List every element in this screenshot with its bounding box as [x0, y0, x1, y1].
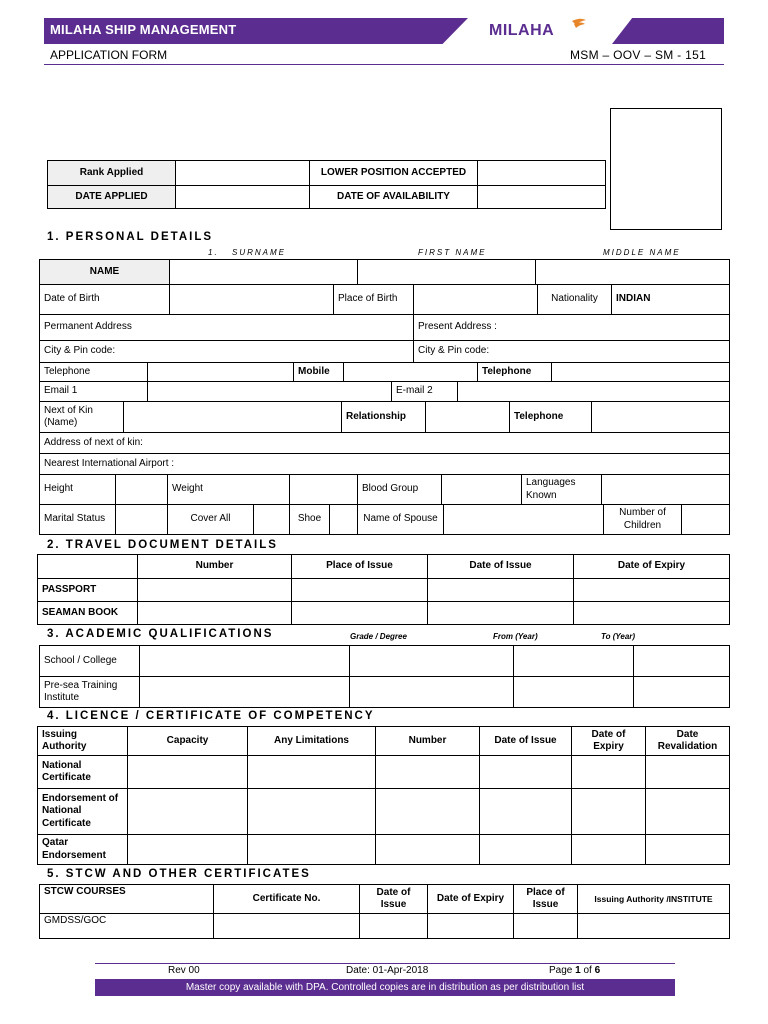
licence-table	[37, 726, 730, 865]
header-bar-right	[612, 18, 724, 44]
passport-expiry-field[interactable]	[574, 579, 730, 602]
name-label: NAME	[40, 260, 170, 285]
airport-field[interactable]: Nearest International Airport :	[40, 454, 730, 475]
section-travel-heading: 2. TRAVEL DOCUMENT DETAILS	[47, 539, 278, 551]
name-table	[39, 259, 730, 285]
hint-grade: Grade / Degree	[350, 632, 407, 641]
presea-label: Pre-sea Training Institute	[40, 677, 140, 708]
stcw-col-issue: Date of Issue	[360, 885, 428, 914]
rank-applied-label: Rank Applied	[48, 161, 176, 186]
stcw-table	[39, 884, 730, 939]
licence-col-issue: Date of Issue	[480, 727, 572, 756]
application-info-table	[47, 160, 606, 209]
email-table	[39, 381, 730, 402]
presea-grade-field[interactable]	[350, 677, 514, 708]
physical-table	[39, 474, 730, 505]
mobile-label: Mobile	[294, 363, 344, 382]
children-field[interactable]	[682, 505, 730, 535]
blood-group-field[interactable]	[442, 475, 522, 505]
blood-group-label: Blood Group	[358, 475, 442, 505]
shoe-field[interactable]	[330, 505, 358, 535]
footer-date: Date: 01-Apr-2018	[346, 965, 429, 976]
stcw-col-place: Place of Issue	[514, 885, 578, 914]
licence-col-limitations: Any Limitations	[248, 727, 376, 756]
next-of-kin-label: Next of Kin (Name)	[40, 402, 124, 433]
seaman-place-field[interactable]	[292, 602, 428, 625]
section-academic-heading: 3. ACADEMIC QUALIFICATIONS	[47, 628, 274, 640]
qatar-reval-field[interactable]	[646, 835, 730, 865]
telephone-table	[39, 362, 730, 382]
travel-col-place: Place of Issue	[292, 555, 428, 579]
gmdss-expiry-field[interactable]	[428, 914, 514, 939]
travel-table	[37, 554, 730, 625]
national-capacity-field[interactable]	[128, 756, 248, 789]
seaman-issue-field[interactable]	[428, 602, 574, 625]
travel-corner	[38, 555, 138, 579]
languages-field[interactable]	[602, 475, 730, 505]
national-number-field[interactable]	[376, 756, 480, 789]
email1-field[interactable]	[148, 382, 392, 402]
national-cert-label: National Certificate	[38, 756, 128, 789]
school-from-field[interactable]	[514, 646, 634, 677]
cover-all-field[interactable]	[254, 505, 290, 535]
gmdss-cert-field[interactable]	[214, 914, 360, 939]
telephone-field[interactable]	[148, 363, 294, 382]
hint-first-name: FIRST NAME	[418, 248, 487, 257]
hint-to-year: To (Year)	[601, 632, 636, 641]
gmdss-label: GMDSS/GOC	[40, 914, 214, 939]
shoe-label: Shoe	[290, 505, 330, 535]
national-expiry-field[interactable]	[572, 756, 646, 789]
endorse-capacity-field[interactable]	[128, 789, 248, 835]
footer-note: Master copy available with DPA. Controlled copies are in distribution as per distribution list	[95, 979, 675, 996]
national-issue-field[interactable]	[480, 756, 572, 789]
relationship-label: Relationship	[342, 402, 426, 433]
seaman-number-field[interactable]	[138, 602, 292, 625]
travel-col-number: Number	[138, 555, 292, 579]
footer-page	[549, 965, 600, 976]
endorse-expiry-field[interactable]	[572, 789, 646, 835]
footer-page-total: 6	[594, 965, 601, 976]
header-divider	[44, 64, 724, 65]
presea-from-field[interactable]	[514, 677, 634, 708]
endorse-issue-field[interactable]	[480, 789, 572, 835]
spouse-label: Name of Spouse	[358, 505, 444, 535]
stcw-col-cert-no: Certificate No.	[214, 885, 360, 914]
date-applied-field[interactable]	[176, 186, 310, 209]
first-name-field[interactable]	[358, 260, 536, 285]
mobile-field[interactable]	[344, 363, 478, 382]
email2-field[interactable]	[458, 382, 730, 402]
present-address-field[interactable]: Present Address :	[414, 315, 730, 341]
dob-field[interactable]	[170, 285, 334, 315]
qatar-number-field[interactable]	[376, 835, 480, 865]
qatar-expiry-field[interactable]	[572, 835, 646, 865]
nationality-label: Nationality	[538, 285, 612, 315]
licence-col-revalidation: Date Revalidation	[646, 727, 730, 756]
gmdss-authority-field[interactable]	[578, 914, 730, 939]
rank-applied-field[interactable]	[176, 161, 310, 186]
nationality-field[interactable]: INDIAN	[612, 285, 730, 315]
telephone-label-2: Telephone	[478, 363, 552, 382]
relationship-field[interactable]	[426, 402, 510, 433]
kin-address-field[interactable]: Address of next of kin:	[40, 433, 730, 454]
form-title: APPLICATION FORM	[50, 48, 168, 62]
section-personal-heading: 1. PERSONAL DETAILS	[47, 231, 214, 243]
kin-address-table	[39, 432, 730, 475]
footer-page-of: of	[583, 965, 592, 976]
travel-col-expiry: Date of Expiry	[574, 555, 730, 579]
height-field[interactable]	[116, 475, 168, 505]
licence-col-capacity: Capacity	[128, 727, 248, 756]
academic-table	[39, 645, 730, 708]
middle-name-field[interactable]	[536, 260, 730, 285]
permanent-address-field[interactable]: Permanent Address	[40, 315, 414, 341]
marital-table	[39, 504, 730, 535]
passport-issue-field[interactable]	[428, 579, 574, 602]
travel-col-issue: Date of Issue	[428, 555, 574, 579]
kin-telephone-field[interactable]	[592, 402, 730, 433]
date-availability-label: DATE OF AVAILABILITY	[310, 186, 478, 209]
logo-text: MILAHA	[489, 22, 555, 39]
date-applied-label: DATE APPLIED	[48, 186, 176, 209]
passport-place-field[interactable]	[292, 579, 428, 602]
height-label: Height	[40, 475, 116, 505]
footer-rev: Rev 00	[168, 965, 200, 976]
school-label: School / College	[40, 646, 140, 677]
school-name-field[interactable]	[140, 646, 350, 677]
qatar-limit-field[interactable]	[248, 835, 376, 865]
city-pin-field-2[interactable]: City & Pin code:	[414, 341, 730, 363]
company-name: MILAHA SHIP MANAGEMENT	[50, 22, 237, 37]
hint-middle-name: MIDDLE NAME	[603, 248, 681, 257]
footer-page-prefix: Page	[549, 965, 573, 976]
lower-position-label: LOWER POSITION ACCEPTED	[310, 161, 478, 186]
endorse-reval-field[interactable]	[646, 789, 730, 835]
stcw-col-courses: STCW COURSES	[40, 885, 214, 914]
place-of-birth-label: Place of Birth	[334, 285, 414, 315]
email1-label: Email 1	[40, 382, 148, 402]
national-reval-field[interactable]	[646, 756, 730, 789]
presea-name-field[interactable]	[140, 677, 350, 708]
lower-position-field[interactable]	[478, 161, 606, 186]
marital-status-field[interactable]	[116, 505, 168, 535]
licence-col-expiry: Date of Expiry	[572, 727, 646, 756]
spouse-field[interactable]	[444, 505, 604, 535]
footer-divider	[95, 963, 675, 964]
section-stcw-heading: 5. STCW AND OTHER CERTIFICATES	[47, 868, 311, 880]
school-grade-field[interactable]	[350, 646, 514, 677]
hint-from-year: From (Year)	[493, 632, 538, 641]
endorsement-label: Endorsement of National Certificate	[38, 789, 128, 835]
hint-number: 1.	[208, 248, 219, 257]
seaman-book-label: SEAMAN BOOK	[38, 602, 138, 625]
endorse-number-field[interactable]	[376, 789, 480, 835]
place-of-birth-field[interactable]	[414, 285, 538, 315]
telephone-label: Telephone	[40, 363, 148, 382]
national-limit-field[interactable]	[248, 756, 376, 789]
form-code: MSM – OOV – SM - 151	[570, 48, 707, 62]
stcw-col-authority: Issuing Authority /INSTITUTE	[578, 885, 730, 914]
children-label: Number of Children	[604, 505, 682, 535]
date-availability-field[interactable]	[478, 186, 606, 209]
passport-number-field[interactable]	[138, 579, 292, 602]
stcw-col-expiry: Date of Expiry	[428, 885, 514, 914]
weight-field[interactable]	[290, 475, 358, 505]
photo-box[interactable]	[610, 108, 722, 230]
hint-surname: SURNAME	[232, 248, 287, 257]
licence-col-authority: Issuing Authority	[38, 727, 128, 756]
endorse-limit-field[interactable]	[248, 789, 376, 835]
licence-col-number: Number	[376, 727, 480, 756]
next-of-kin-field[interactable]	[124, 402, 342, 433]
footer-page-num: 1	[575, 965, 581, 976]
next-of-kin-table	[39, 401, 730, 433]
school-to-field[interactable]	[634, 646, 730, 677]
telephone-label-3: Telephone	[510, 402, 592, 433]
dob-table	[39, 284, 730, 315]
email2-label: E-mail 2	[392, 382, 458, 402]
presea-to-field[interactable]	[634, 677, 730, 708]
address-table	[39, 314, 730, 363]
surname-field[interactable]	[170, 260, 358, 285]
languages-label: Languages Known	[522, 475, 602, 505]
telephone-field-2[interactable]	[552, 363, 730, 382]
gmdss-place-field[interactable]	[514, 914, 578, 939]
section-licence-heading: 4. LICENCE / CERTIFICATE OF COMPETENCY	[47, 710, 375, 722]
qatar-issue-field[interactable]	[480, 835, 572, 865]
passport-label: PASSPORT	[38, 579, 138, 602]
gmdss-issue-field[interactable]	[360, 914, 428, 939]
seaman-expiry-field[interactable]	[574, 602, 730, 625]
weight-label: Weight	[168, 475, 290, 505]
marital-status-label: Marital Status	[40, 505, 116, 535]
dob-label: Date of Birth	[40, 285, 170, 315]
cover-all-label: Cover All	[168, 505, 254, 535]
qatar-capacity-field[interactable]	[128, 835, 248, 865]
city-pin-field[interactable]: City & Pin code:	[40, 341, 414, 363]
qatar-endorsement-label: Qatar Endorsement	[38, 835, 128, 865]
